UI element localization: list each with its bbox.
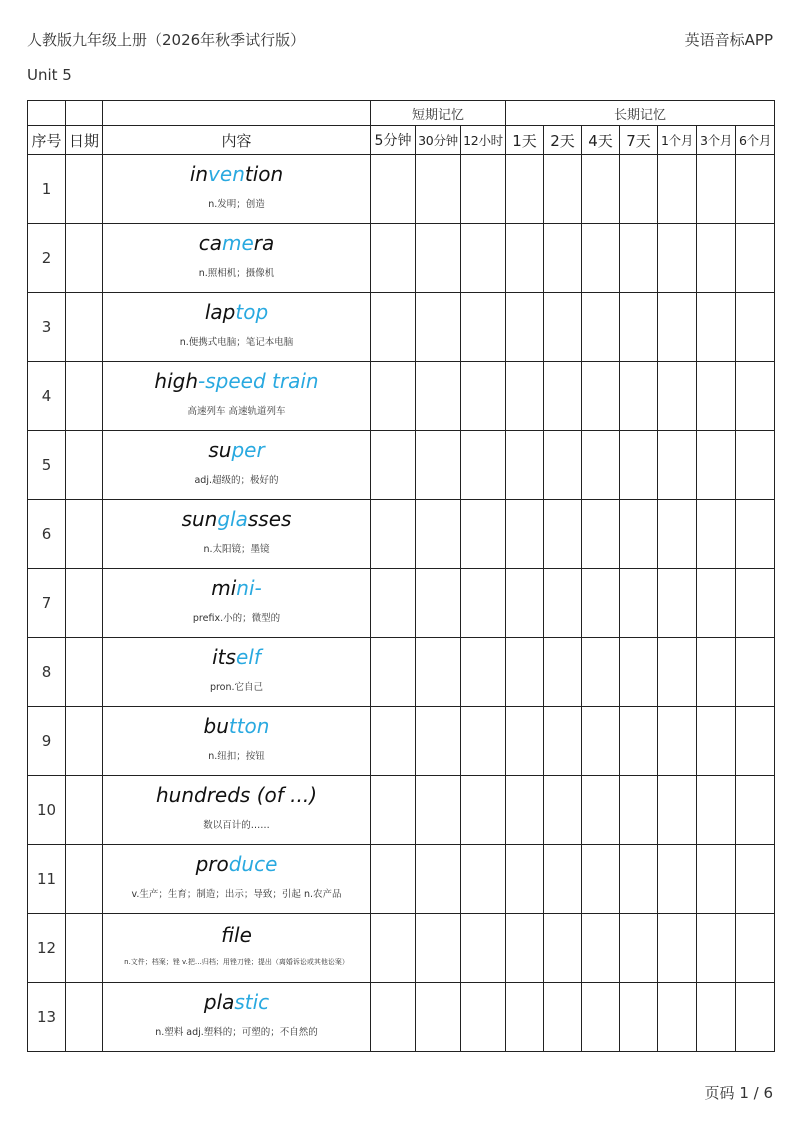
review-checkbox-cell[interactable] xyxy=(506,293,544,362)
word-part: in xyxy=(189,162,209,186)
row-index: 6 xyxy=(28,500,66,569)
review-checkbox-cell[interactable] xyxy=(506,431,544,500)
review-checkbox-cell[interactable] xyxy=(697,983,736,1052)
word-part: mi xyxy=(211,576,237,600)
review-checkbox-cell[interactable] xyxy=(506,569,544,638)
review-checkbox-cell[interactable] xyxy=(736,500,775,569)
review-checkbox-cell[interactable] xyxy=(658,776,697,845)
review-checkbox-cell[interactable] xyxy=(620,569,658,638)
review-checkbox-cell[interactable] xyxy=(658,362,697,431)
word-meaning: n.塑料 adj.塑料的；可塑的；不自然的 xyxy=(155,1027,318,1038)
table-row xyxy=(28,224,775,293)
date-cell[interactable] xyxy=(66,914,103,983)
row-index: 2 xyxy=(28,224,66,293)
row-index: 11 xyxy=(28,845,66,914)
review-checkbox-cell[interactable] xyxy=(658,845,697,914)
table-row xyxy=(28,362,775,431)
vocabulary-word xyxy=(103,852,370,876)
review-checkbox-cell[interactable] xyxy=(620,983,658,1052)
review-checkbox-cell[interactable] xyxy=(544,914,582,983)
review-checkbox-cell[interactable] xyxy=(506,983,544,1052)
blank-header-cell xyxy=(103,101,371,126)
word-meaning: 数以百计的…… xyxy=(203,820,270,831)
review-checkbox-cell[interactable] xyxy=(736,707,775,776)
content-cell xyxy=(103,914,371,983)
review-checkbox-cell[interactable] xyxy=(658,431,697,500)
vocabulary-word xyxy=(103,923,370,947)
review-checkbox-cell[interactable] xyxy=(461,155,506,224)
review-checkbox-cell[interactable] xyxy=(371,707,416,776)
review-checkbox-cell[interactable] xyxy=(416,914,461,983)
review-checkbox-cell[interactable] xyxy=(371,638,416,707)
review-checkbox-cell[interactable] xyxy=(461,707,506,776)
word-part: bu xyxy=(203,714,229,738)
content-cell xyxy=(103,845,371,914)
row-index: 9 xyxy=(28,707,66,776)
review-checkbox-cell[interactable] xyxy=(582,707,620,776)
word-part: sun xyxy=(181,507,218,531)
review-checkbox-cell[interactable] xyxy=(582,362,620,431)
review-checkbox-cell[interactable] xyxy=(620,845,658,914)
word-highlight-part: elf xyxy=(235,645,261,669)
long-interval-header: 3个月 xyxy=(697,126,736,155)
word-meaning: 高速列车 高速轨道列车 xyxy=(187,406,286,417)
review-checkbox-cell[interactable] xyxy=(697,293,736,362)
word-highlight-part: per xyxy=(231,438,265,462)
row-index: 5 xyxy=(28,431,66,500)
date-cell[interactable] xyxy=(66,224,103,293)
review-checkbox-cell[interactable] xyxy=(582,638,620,707)
word-part: its xyxy=(212,645,236,669)
row-index: 13 xyxy=(28,983,66,1052)
review-checkbox-cell[interactable] xyxy=(582,500,620,569)
review-checkbox-cell[interactable] xyxy=(582,983,620,1052)
review-checkbox-cell[interactable] xyxy=(461,293,506,362)
review-checkbox-cell[interactable] xyxy=(416,569,461,638)
review-checkbox-cell[interactable] xyxy=(461,431,506,500)
review-checkbox-cell[interactable] xyxy=(416,845,461,914)
table-row xyxy=(28,983,775,1052)
date-cell[interactable] xyxy=(66,500,103,569)
table-row xyxy=(28,500,775,569)
review-checkbox-cell[interactable] xyxy=(461,569,506,638)
row-index: 1 xyxy=(28,155,66,224)
word-meaning: n.便携式电脑；笔记本电脑 xyxy=(179,337,294,348)
short-interval-header: 5分钟 xyxy=(371,126,416,155)
word-part: ra xyxy=(253,231,275,255)
table-row xyxy=(28,293,775,362)
word-meaning: n.文件；档案；锉 v.把…归档；用锉刀锉；提出（离婚诉讼或其他讼案） xyxy=(124,958,349,966)
long-interval-header: 1天 xyxy=(506,126,544,155)
date-cell[interactable] xyxy=(66,638,103,707)
vocabulary-word xyxy=(103,714,370,738)
review-checkbox-cell[interactable] xyxy=(371,224,416,293)
review-checkbox-cell[interactable] xyxy=(736,845,775,914)
review-checkbox-cell[interactable] xyxy=(736,569,775,638)
review-checkbox-cell[interactable] xyxy=(506,638,544,707)
review-checkbox-cell[interactable] xyxy=(544,776,582,845)
vocabulary-word xyxy=(103,369,370,393)
review-checkbox-cell[interactable] xyxy=(582,293,620,362)
word-meaning: n.照相机；摄像机 xyxy=(198,268,275,279)
review-checkbox-cell[interactable] xyxy=(582,431,620,500)
review-checkbox-cell[interactable] xyxy=(416,431,461,500)
review-checkbox-cell[interactable] xyxy=(658,155,697,224)
vocabulary-word xyxy=(103,990,370,1014)
review-checkbox-cell[interactable] xyxy=(506,155,544,224)
review-checkbox-cell[interactable] xyxy=(658,293,697,362)
content-cell xyxy=(103,155,371,224)
content-cell xyxy=(103,224,371,293)
content-cell xyxy=(103,500,371,569)
review-checkbox-cell[interactable] xyxy=(736,914,775,983)
content-cell xyxy=(103,776,371,845)
index-header: 序号 xyxy=(28,126,66,155)
review-checkbox-cell[interactable] xyxy=(658,638,697,707)
content-cell xyxy=(103,569,371,638)
review-checkbox-cell[interactable] xyxy=(371,845,416,914)
word-meaning: pron.它自己 xyxy=(209,682,264,693)
review-checkbox-cell[interactable] xyxy=(371,155,416,224)
review-checkbox-cell[interactable] xyxy=(371,362,416,431)
vocabulary-word xyxy=(103,300,370,324)
short-interval-header: 30分钟 xyxy=(416,126,461,155)
table-row xyxy=(28,569,775,638)
word-part: pro xyxy=(195,852,229,876)
review-checkbox-cell[interactable] xyxy=(371,500,416,569)
review-checkbox-cell[interactable] xyxy=(544,569,582,638)
review-checkbox-cell[interactable] xyxy=(461,224,506,293)
review-checkbox-cell[interactable] xyxy=(620,293,658,362)
table-row xyxy=(28,914,775,983)
review-checkbox-cell[interactable] xyxy=(697,569,736,638)
date-cell[interactable] xyxy=(66,569,103,638)
review-checkbox-cell[interactable] xyxy=(544,431,582,500)
review-checkbox-cell[interactable] xyxy=(416,500,461,569)
review-checkbox-cell[interactable] xyxy=(416,983,461,1052)
vocabulary-word xyxy=(103,576,370,600)
review-checkbox-cell[interactable] xyxy=(620,155,658,224)
review-checkbox-cell[interactable] xyxy=(506,845,544,914)
review-checkbox-cell[interactable] xyxy=(697,845,736,914)
vocabulary-word xyxy=(103,162,370,186)
word-highlight-part: stic xyxy=(234,990,270,1014)
review-checkbox-cell[interactable] xyxy=(697,707,736,776)
vocabulary-word xyxy=(103,231,370,255)
review-checkbox-cell[interactable] xyxy=(506,914,544,983)
date-header: 日期 xyxy=(66,126,103,155)
review-checkbox-cell[interactable] xyxy=(697,500,736,569)
long-interval-header: 2天 xyxy=(544,126,582,155)
word-highlight-part: gla xyxy=(217,507,248,531)
row-index: 12 xyxy=(28,914,66,983)
content-cell xyxy=(103,707,371,776)
word-highlight-part: ni- xyxy=(236,576,262,600)
document-header-title: 人教版九年级上册（2026年秋季试行版） xyxy=(27,31,306,49)
review-checkbox-cell[interactable] xyxy=(697,914,736,983)
review-checkbox-cell[interactable] xyxy=(506,362,544,431)
review-checkbox-cell[interactable] xyxy=(697,362,736,431)
vocabulary-word xyxy=(103,507,370,531)
review-checkbox-cell[interactable] xyxy=(506,707,544,776)
review-checkbox-cell[interactable] xyxy=(697,638,736,707)
review-checkbox-cell[interactable] xyxy=(544,155,582,224)
review-checkbox-cell[interactable] xyxy=(620,638,658,707)
review-checkbox-cell[interactable] xyxy=(544,293,582,362)
date-cell[interactable] xyxy=(66,776,103,845)
long-interval-header: 1个月 xyxy=(658,126,697,155)
word-part: pla xyxy=(203,990,235,1014)
review-checkbox-cell[interactable] xyxy=(544,362,582,431)
review-checkbox-cell[interactable] xyxy=(697,776,736,845)
review-checkbox-cell[interactable] xyxy=(582,569,620,638)
group-header-row xyxy=(28,101,775,126)
date-cell[interactable] xyxy=(66,362,103,431)
short-term-header: 短期记忆 xyxy=(371,101,506,126)
review-checkbox-cell[interactable] xyxy=(371,431,416,500)
review-checkbox-cell[interactable] xyxy=(461,362,506,431)
row-index: 3 xyxy=(28,293,66,362)
word-meaning: n.纽扣；按钮 xyxy=(208,751,265,762)
review-checkbox-cell[interactable] xyxy=(736,431,775,500)
word-part: high xyxy=(154,369,199,393)
content-header: 内容 xyxy=(103,126,371,155)
table-row xyxy=(28,431,775,500)
review-checkbox-cell[interactable] xyxy=(697,224,736,293)
review-checkbox-cell[interactable] xyxy=(371,776,416,845)
review-checkbox-cell[interactable] xyxy=(658,569,697,638)
review-checkbox-cell[interactable] xyxy=(620,431,658,500)
review-checkbox-cell[interactable] xyxy=(736,293,775,362)
review-checkbox-cell[interactable] xyxy=(461,914,506,983)
long-interval-header: 7天 xyxy=(620,126,658,155)
long-interval-header: 6个月 xyxy=(736,126,775,155)
app-name: 英语音标APP xyxy=(684,31,773,49)
review-checkbox-cell[interactable] xyxy=(416,638,461,707)
review-checkbox-cell[interactable] xyxy=(461,500,506,569)
review-checkbox-cell[interactable] xyxy=(371,569,416,638)
date-cell[interactable] xyxy=(66,845,103,914)
review-checkbox-cell[interactable] xyxy=(582,224,620,293)
word-highlight-part: me xyxy=(221,231,254,255)
content-cell xyxy=(103,983,371,1052)
word-highlight-part: tton xyxy=(228,714,270,738)
review-checkbox-cell[interactable] xyxy=(620,914,658,983)
review-checkbox-cell[interactable] xyxy=(416,155,461,224)
date-cell[interactable] xyxy=(66,293,103,362)
review-checkbox-cell[interactable] xyxy=(506,500,544,569)
review-checkbox-cell[interactable] xyxy=(582,845,620,914)
table-row xyxy=(28,845,775,914)
review-checkbox-cell[interactable] xyxy=(736,155,775,224)
review-checkbox-cell[interactable] xyxy=(461,776,506,845)
content-cell xyxy=(103,638,371,707)
word-part: sses xyxy=(247,507,292,531)
date-cell[interactable] xyxy=(66,431,103,500)
review-checkbox-cell[interactable] xyxy=(461,983,506,1052)
word-highlight-part: top xyxy=(235,300,269,324)
review-checkbox-cell[interactable] xyxy=(544,638,582,707)
review-checkbox-cell[interactable] xyxy=(544,224,582,293)
table-row xyxy=(28,707,775,776)
vocabulary-word xyxy=(103,645,370,669)
word-part: tion xyxy=(244,162,284,186)
review-checkbox-cell[interactable] xyxy=(416,362,461,431)
row-index: 10 xyxy=(28,776,66,845)
review-checkbox-cell[interactable] xyxy=(736,224,775,293)
word-part: ca xyxy=(198,231,222,255)
word-highlight-part: -speed train xyxy=(198,369,319,393)
date-cell[interactable] xyxy=(66,983,103,1052)
word-meaning: adj.超级的；极好的 xyxy=(194,475,279,486)
review-checkbox-cell[interactable] xyxy=(544,845,582,914)
word-meaning: v.生产；生育；制造；出示；导致；引起 n.农产品 xyxy=(131,889,342,900)
review-checkbox-cell[interactable] xyxy=(736,362,775,431)
column-header-row xyxy=(28,126,775,155)
review-checkbox-cell[interactable] xyxy=(582,914,620,983)
review-checkbox-cell[interactable] xyxy=(506,776,544,845)
row-index: 4 xyxy=(28,362,66,431)
review-checkbox-cell[interactable] xyxy=(371,293,416,362)
review-checkbox-cell[interactable] xyxy=(620,707,658,776)
word-highlight-part: duce xyxy=(228,852,278,876)
review-checkbox-cell[interactable] xyxy=(544,983,582,1052)
content-cell xyxy=(103,293,371,362)
review-checkbox-cell[interactable] xyxy=(371,983,416,1052)
word-part: file xyxy=(221,923,252,947)
word-highlight-part: ven xyxy=(208,162,245,186)
blank-header-cell xyxy=(28,101,66,126)
review-checkbox-cell[interactable] xyxy=(736,983,775,1052)
review-checkbox-cell[interactable] xyxy=(582,776,620,845)
row-index: 7 xyxy=(28,569,66,638)
word-meaning: prefix.小的；微型的 xyxy=(192,613,281,624)
unit-title: Unit 5 xyxy=(27,66,72,84)
review-checkbox-cell[interactable] xyxy=(582,155,620,224)
review-checkbox-cell[interactable] xyxy=(620,500,658,569)
word-part: lap xyxy=(204,300,236,324)
date-cell[interactable] xyxy=(66,155,103,224)
word-part: su xyxy=(208,438,232,462)
row-index: 8 xyxy=(28,638,66,707)
review-checkbox-cell[interactable] xyxy=(416,224,461,293)
review-checkbox-cell[interactable] xyxy=(371,914,416,983)
review-checkbox-cell[interactable] xyxy=(736,638,775,707)
word-part: hundreds (of ...) xyxy=(155,783,318,807)
short-interval-header: 12小时 xyxy=(461,126,506,155)
content-cell xyxy=(103,362,371,431)
date-cell[interactable] xyxy=(66,707,103,776)
vocabulary-word xyxy=(103,438,370,462)
review-checkbox-cell[interactable] xyxy=(416,776,461,845)
review-checkbox-cell[interactable] xyxy=(658,224,697,293)
review-checkbox-cell[interactable] xyxy=(461,638,506,707)
review-checkbox-cell[interactable] xyxy=(620,224,658,293)
long-interval-header: 4天 xyxy=(582,126,620,155)
review-checkbox-cell[interactable] xyxy=(736,776,775,845)
review-checkbox-cell[interactable] xyxy=(620,362,658,431)
content-cell xyxy=(103,431,371,500)
review-checkbox-cell[interactable] xyxy=(620,776,658,845)
review-checkbox-cell[interactable] xyxy=(658,500,697,569)
memory-table xyxy=(27,100,775,1052)
table-row xyxy=(28,776,775,845)
blank-header-cell xyxy=(66,101,103,126)
review-checkbox-cell[interactable] xyxy=(416,707,461,776)
review-checkbox-cell[interactable] xyxy=(697,431,736,500)
word-meaning: n.发明；创造 xyxy=(208,199,265,210)
review-checkbox-cell[interactable] xyxy=(461,845,506,914)
review-checkbox-cell[interactable] xyxy=(544,500,582,569)
word-meaning: n.太阳镜；墨镜 xyxy=(203,544,270,555)
review-checkbox-cell[interactable] xyxy=(697,155,736,224)
review-checkbox-cell[interactable] xyxy=(658,707,697,776)
table-row xyxy=(28,155,775,224)
vocabulary-word xyxy=(103,783,370,807)
review-checkbox-cell[interactable] xyxy=(658,983,697,1052)
table-row xyxy=(28,638,775,707)
page-number: 页码 1 / 6 xyxy=(704,1084,773,1102)
review-checkbox-cell[interactable] xyxy=(416,293,461,362)
review-checkbox-cell[interactable] xyxy=(658,914,697,983)
review-checkbox-cell[interactable] xyxy=(544,707,582,776)
review-checkbox-cell[interactable] xyxy=(506,224,544,293)
long-term-header: 长期记忆 xyxy=(506,101,775,126)
